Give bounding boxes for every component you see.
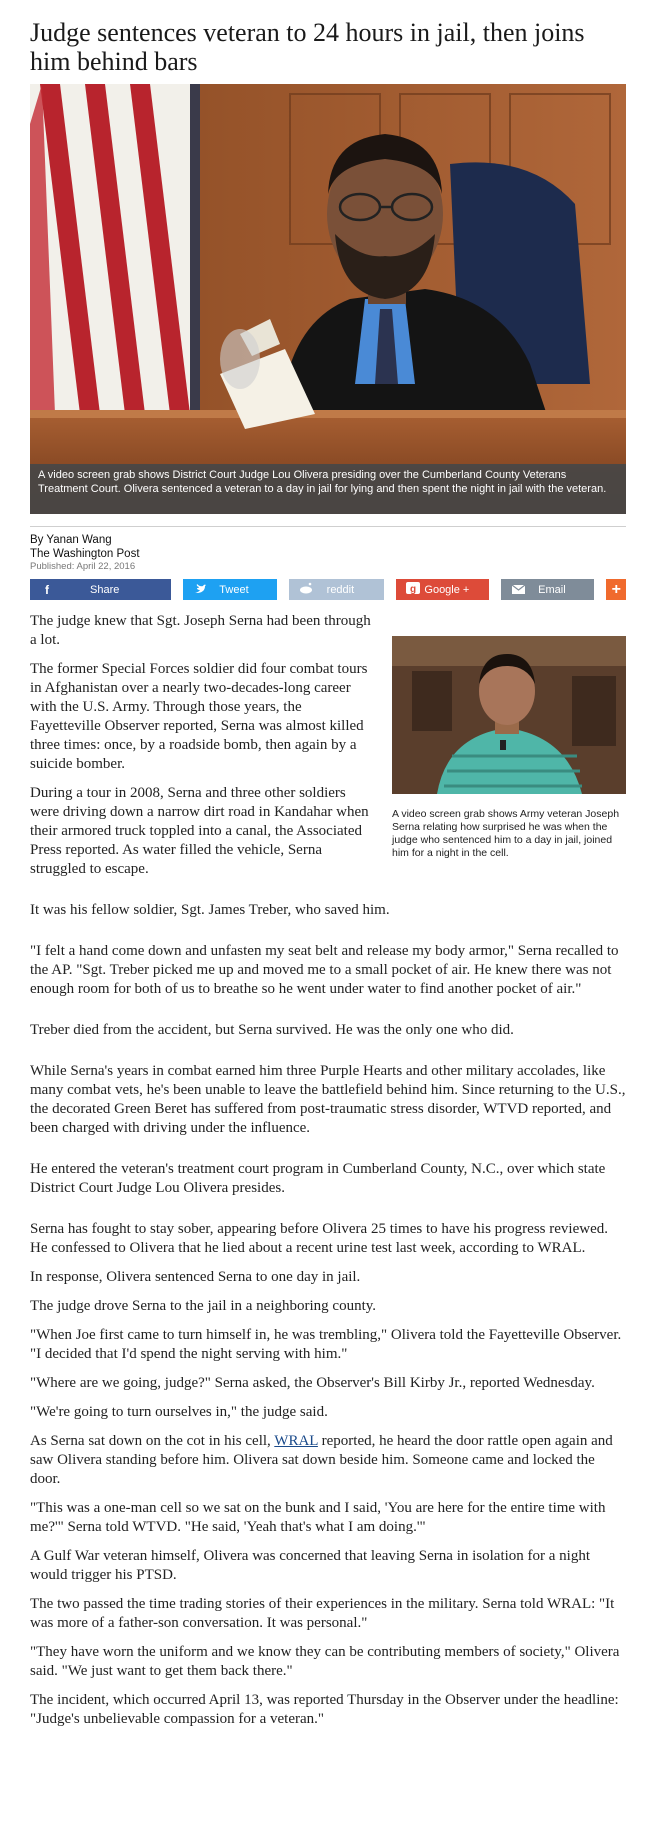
twitter-icon bbox=[191, 583, 209, 597]
facebook-label: Share bbox=[90, 583, 120, 596]
hero-caption: A video screen grab shows District Court Judge Lou Olivera presiding over the Cumberland County Veterans Treatment Court. Olivera sentenced a veteran to a day in jail for lying and then spent the night in jail with the veteran. bbox=[30, 464, 626, 514]
paragraph: Treber died from the accident, but Serna survived. He was the only one who did. bbox=[30, 1022, 514, 1038]
google-plus-share-button[interactable] bbox=[396, 579, 489, 600]
twitter-share-button[interactable] bbox=[183, 579, 276, 600]
author: By Yanan Wang bbox=[30, 534, 112, 546]
paragraph: The two passed the time trading stories of their experiences in the military. Serna told WRAL: "It was more of a father-son conversation. It was personal." bbox=[30, 1596, 615, 1631]
paragraph: The former Special Forces soldier did four combat tours in Afghanistan over a nearly two-decades-long career with the U.S. Army. Through those years, the Fayetteville Observer reported, Serna was almost killed three times: once, by a roadside bomb, then again by a suicide bomber. bbox=[30, 661, 368, 772]
judge-photo-illustration bbox=[30, 84, 626, 514]
paragraph: "I felt a hand come down and unfasten my seat belt and release my body armor," Serna recalled to the AP. "Sgt. Treber picked me up and moved me to a small pocket of air. He knew there was not enough room for both of us to breathe so he went under water to find another pocket of air." bbox=[30, 943, 619, 997]
share-bar bbox=[30, 579, 626, 600]
reddit-label: reddit bbox=[326, 583, 355, 596]
article-body bbox=[30, 612, 626, 1729]
paragraph: While Serna's years in combat earned him three Purple Hearts and other military accolades, like many combat vets, he's been unable to leave the battlefield behind him. Since returning to the U.S., the decorated Green Beret has suffered from post-traumatic stress disorder, WTVD reported, and been charged with driving under the influence. bbox=[30, 1063, 626, 1136]
divider bbox=[30, 526, 626, 527]
paragraph: The judge knew that Sgt. Joseph Serna had been through a lot. bbox=[30, 613, 371, 648]
more-share-button[interactable]: + bbox=[606, 579, 626, 600]
paragraph: The incident, which occurred April 13, was reported Thursday in the Observer under the headline: "Judge's unbelievable compassion for a veteran." bbox=[30, 1692, 619, 1727]
serna-photo bbox=[392, 636, 626, 794]
wral-link[interactable]: WRAL bbox=[274, 1433, 318, 1449]
facebook-share-button[interactable] bbox=[30, 579, 171, 600]
facebook-icon: f bbox=[45, 582, 49, 597]
email-label: Email bbox=[538, 583, 566, 596]
paragraph: "Where are we going, judge?" Serna asked, the Observer's Bill Kirby Jr., reported Wednesday. bbox=[30, 1375, 595, 1391]
hero-photo bbox=[30, 84, 626, 514]
paragraph: The judge drove Serna to the jail in a neighboring county. bbox=[30, 1298, 377, 1314]
paragraph: It was his fellow soldier, Sgt. James Treber, who saved him. bbox=[30, 902, 390, 918]
google-plus-icon bbox=[404, 582, 422, 597]
paragraph-text: As Serna sat down on the cot in his cell, bbox=[30, 1433, 271, 1449]
paragraph: "This was a one-man cell so we sat on the bunk and I said, 'You are here for the entire time with me?'" Serna told WTVD. "He said, 'Yeah that's what I am doing.'" bbox=[30, 1500, 606, 1535]
email-icon bbox=[509, 583, 527, 597]
publish-date: Published: April 22, 2016 bbox=[30, 561, 136, 572]
inset-caption: A video screen grab shows Army veteran Joseph Serna relating how surprised he was when the judge who sentenced him to a day in jail, joined him for a night in the cell. bbox=[392, 808, 620, 859]
paragraph: A Gulf War veteran himself, Olivera was concerned that leaving Serna in isolation for a night would trigger his PTSD. bbox=[30, 1548, 591, 1583]
reddit-icon bbox=[297, 582, 315, 597]
svg-text:g: g bbox=[410, 584, 417, 594]
publication: The Washington Post bbox=[30, 548, 140, 560]
byline-block bbox=[30, 533, 626, 573]
paragraph: "We're going to turn ourselves in," the judge said. bbox=[30, 1404, 328, 1420]
paragraph: "They have worn the uniform and we know they can be contributing members of society," Olivera said. "We just want to get them back there." bbox=[30, 1644, 620, 1679]
article-headline: Judge sentences veteran to 24 hours in jail, then joins him behind bars bbox=[30, 18, 585, 76]
twitter-label: Tweet bbox=[219, 583, 249, 596]
paragraph bbox=[30, 1432, 626, 1489]
reddit-share-button[interactable] bbox=[289, 579, 385, 600]
email-share-button[interactable] bbox=[501, 579, 594, 600]
paragraph: In response, Olivera sentenced Serna to one day in jail. bbox=[30, 1269, 361, 1285]
inset-figure bbox=[392, 636, 626, 860]
serna-photo-illustration bbox=[392, 636, 626, 794]
paragraph: He entered the veteran's treatment court program in Cumberland County, N.C., over which state District Court Judge Lou Olivera presides. bbox=[30, 1161, 606, 1196]
paragraph-text: reported, he heard the door rattle open again and saw Olivera standing before him. Olivera sat down beside him. Someone came and locked the door. bbox=[30, 1433, 613, 1487]
google-plus-label: Google + bbox=[424, 583, 470, 596]
paragraph: Serna has fought to stay sober, appearing before Olivera 25 times to have his progress reviewed. He confessed to Olivera that he lied about a recent urine test last week, according to WRAL. bbox=[30, 1221, 608, 1256]
paragraph: During a tour in 2008, Serna and three other soldiers were driving down a narrow dirt road in Kandahar when their armored truck toppled into a canal, the Associated Press reported. As water filled the vehicle, Serna struggled to escape. bbox=[30, 785, 369, 877]
paragraph: "When Joe first came to turn himself in, he was trembling," Olivera told the Fayetteville Observer. "I decided that I'd spend the night serving with him." bbox=[30, 1327, 622, 1362]
